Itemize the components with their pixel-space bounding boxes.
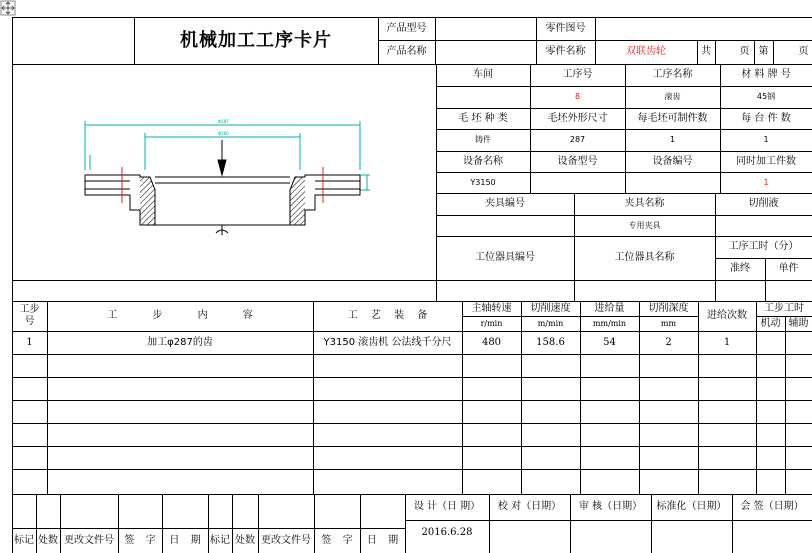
process-no-label: 工序号 [562, 69, 593, 80]
page-label: 页 [739, 46, 750, 57]
cut-speed-header: 切削速度 [530, 302, 571, 314]
part-drawing-label: 零件图号 [545, 22, 586, 34]
part-name-label: 零件名称 [545, 46, 586, 57]
mark-label-1: 标记 [14, 534, 34, 546]
blank-type-label: 毛 坯 种 类 [458, 112, 508, 124]
date-label-1: 日 期 [169, 534, 201, 546]
mark-label-2: 标记 [210, 534, 230, 546]
depth-header: 切削深度 [648, 302, 689, 314]
change-doc-label-2: 更改文件号 [261, 534, 311, 546]
step-equipment-header: 工 艺 装 备 [347, 310, 428, 321]
step-content-header: 工 步 内 容 [107, 310, 253, 321]
process-time-label: 工序工时（分） [728, 241, 799, 252]
card-title: 机械加工工序卡片 [180, 29, 332, 51]
count-label-1: 处数 [38, 534, 58, 546]
spindle-speed-unit: r/min [480, 318, 503, 328]
blank-size-value: 287 [569, 135, 586, 144]
page-label-2: 页 [798, 46, 809, 57]
prep-label: 准终 [730, 263, 750, 274]
feed-cell: 54 [603, 336, 616, 348]
equip-no-label: 设备编号 [652, 155, 693, 167]
review-label: 审 核（日期） [578, 501, 643, 512]
fixture-name-label: 夹具名称 [624, 198, 665, 209]
machine-time-header: 机动 [760, 317, 781, 329]
part-drawing [70, 115, 380, 240]
step-time-header: 工步工时 [764, 302, 804, 314]
per-unit-value: 1 [763, 135, 769, 144]
aux-time-header: 辅助 [788, 317, 809, 329]
per-blank-label: 每毛坯可制件数 [637, 112, 708, 124]
station-name-label: 工位器具名称 [614, 252, 675, 263]
fixture-name-value: 专用夹具 [628, 220, 661, 230]
move-handle-icon[interactable] [0, 0, 16, 16]
step-equipment-cell: Y3150 滚齿机 公法线千分尺 [323, 336, 452, 348]
station-no-label: 工位器具编号 [475, 252, 535, 263]
workshop-label: 车间 [473, 69, 493, 80]
spindle-speed-cell: 480 [481, 336, 502, 348]
design-label: 设 计（日 期） [413, 501, 481, 512]
step-no-header: 工步号 [19, 304, 40, 327]
unit-time-label: 单件 [778, 263, 799, 274]
spindle-speed-header: 主轴转速 [471, 302, 512, 314]
equip-name-label: 设备名称 [463, 155, 503, 167]
part-name-value: 双联齿轮 [626, 46, 666, 57]
check-label: 校 对（日期） [497, 501, 562, 512]
feed-unit: mm/min [592, 318, 627, 328]
cut-speed-unit: m/min [537, 318, 564, 328]
blank-size-label: 毛坯外形尺寸 [547, 112, 608, 124]
dim-outer-label: Φ287 [218, 119, 229, 124]
process-name-label: 工序名称 [652, 69, 693, 80]
passes-header: 进给次数 [707, 310, 747, 321]
total-label: 共 [701, 46, 711, 57]
feed-header: 进给量 [594, 302, 625, 314]
design-date: 2016.6.28 [421, 527, 473, 538]
signature-label-2: 签 字 [321, 534, 353, 546]
per-blank-value: 1 [669, 135, 676, 144]
sign-label: 会 签（日期） [740, 501, 804, 512]
product-name-label: 产品名称 [386, 46, 427, 57]
dim-inner-label: Φ180 [218, 131, 229, 136]
process-name-value: 滚齿 [664, 92, 681, 101]
blank-type-value: 铸件 [475, 135, 491, 144]
equip-name-value: Y3150 [470, 177, 496, 187]
cut-speed-cell: 158.6 [536, 336, 565, 348]
equip-model-label: 设备型号 [557, 155, 598, 167]
material-value: 45钢 [756, 92, 776, 101]
process-no-value: 8 [574, 92, 581, 101]
date-label-2: 日 期 [366, 534, 399, 546]
standard-label: 标准化（日期） [656, 501, 727, 512]
product-model-label: 产品型号 [386, 22, 427, 34]
seq-label: 第 [758, 46, 769, 57]
fixture-no-label: 夹具编号 [485, 198, 525, 209]
depth-cell: 2 [665, 336, 672, 348]
count-label-2: 处数 [235, 534, 255, 546]
per-unit-label: 每 台 件 数 [741, 112, 791, 124]
depth-unit: mm [660, 318, 677, 328]
change-doc-label-1: 更改文件号 [64, 534, 114, 546]
step-content-cell: 加工φ287的齿 [147, 336, 213, 348]
simul-value: 1 [763, 177, 769, 187]
simul-label: 同时加工件数 [736, 155, 796, 167]
coolant-label: 切削液 [748, 198, 779, 209]
step-no-cell: 1 [26, 336, 33, 348]
material-label: 材 料 牌 号 [741, 69, 791, 80]
signature-label-1: 签 字 [124, 534, 156, 546]
passes-cell: 1 [723, 336, 731, 348]
